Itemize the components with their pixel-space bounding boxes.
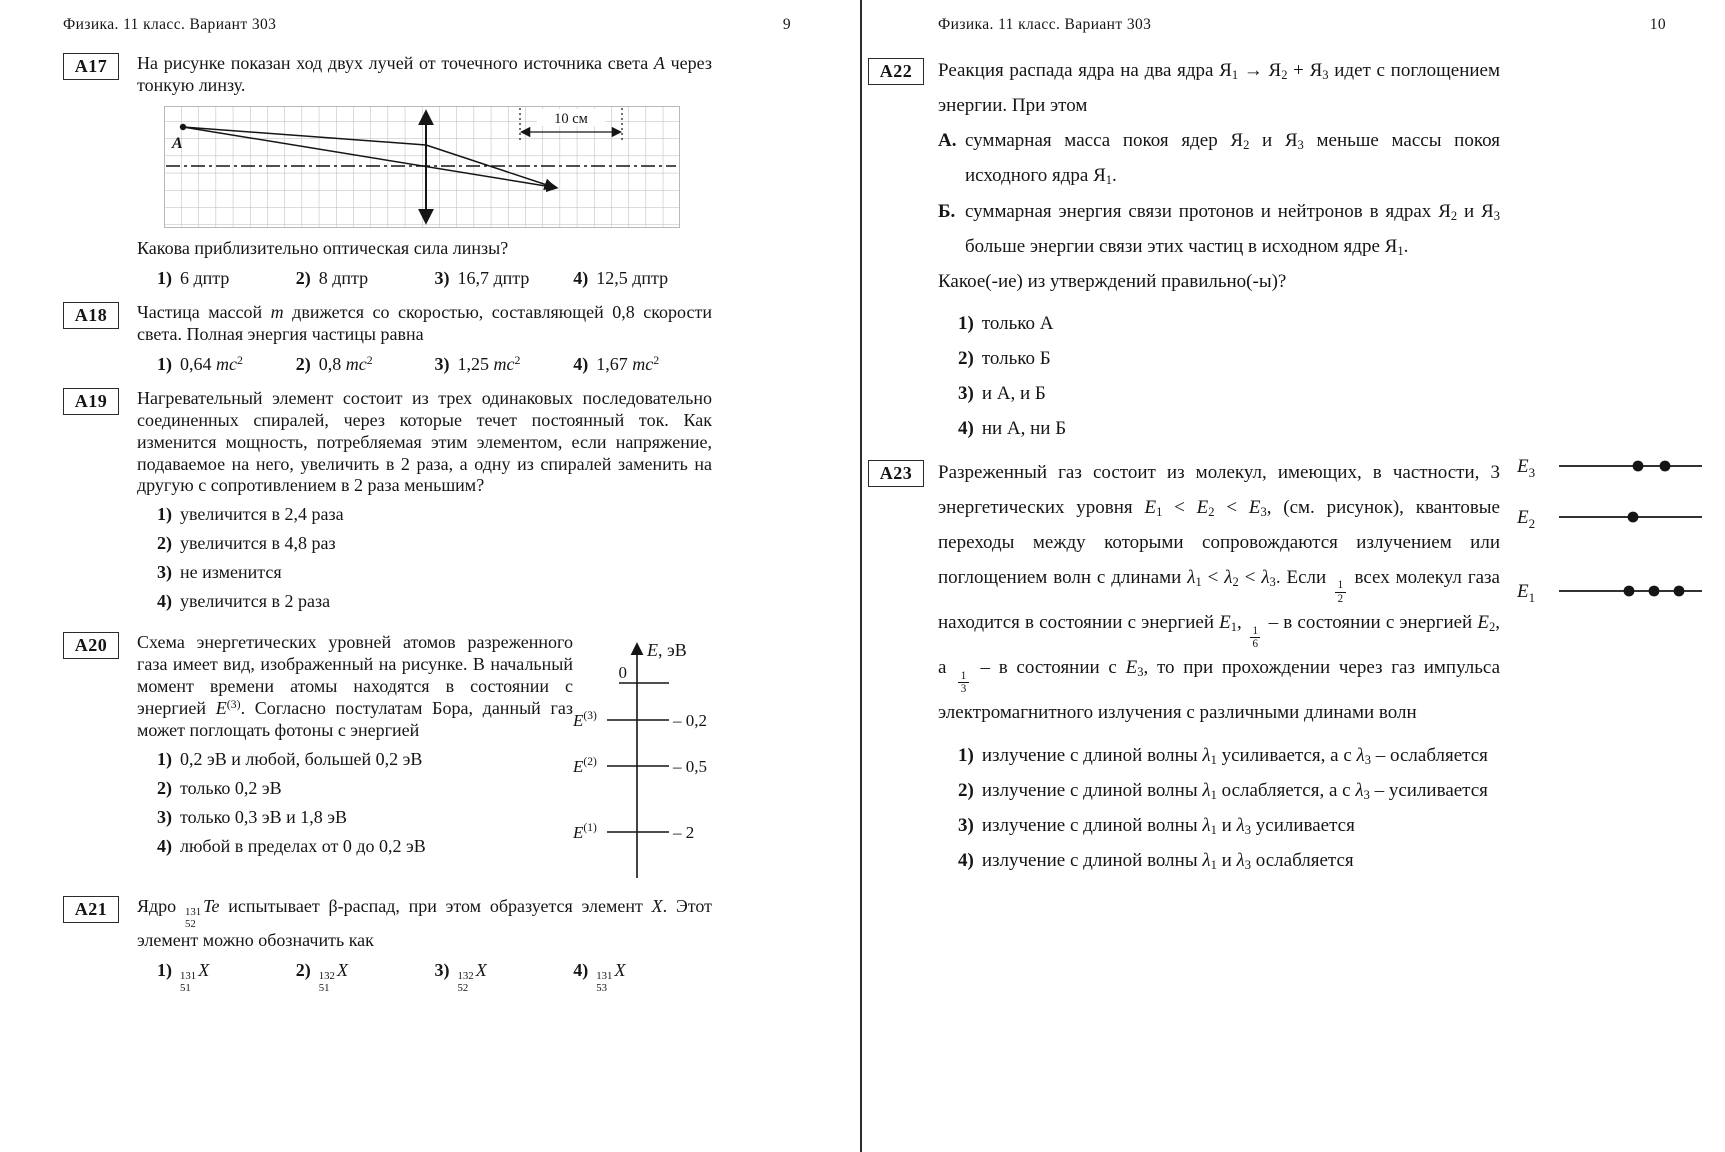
question-a22-options bbox=[938, 306, 1500, 447]
option-text: 8 дптр bbox=[318, 267, 369, 288]
level-e3-label: $E_3$ bbox=[1517, 456, 1536, 480]
a21-option-3 bbox=[435, 960, 574, 994]
option-text: только 0,3 эВ и 1,8 эВ bbox=[180, 806, 348, 827]
option-number: 2) bbox=[295, 960, 311, 981]
option-number: 1) bbox=[157, 267, 172, 288]
question-a18-label: А18 bbox=[63, 302, 119, 329]
a23-energy-levels-figure bbox=[1517, 445, 1705, 605]
molecule-dot bbox=[1660, 461, 1671, 472]
option-number: 4) bbox=[958, 850, 974, 871]
level-e1-label: $E_1$ bbox=[1517, 581, 1536, 605]
a18-option-2 bbox=[296, 354, 435, 376]
a17-option-2 bbox=[296, 268, 435, 290]
a23-option-3 bbox=[938, 808, 1500, 843]
option-text: 12,5 дптр bbox=[596, 267, 669, 288]
page-10-header bbox=[938, 16, 1666, 34]
page-9-header bbox=[63, 16, 791, 34]
option-text: только А bbox=[981, 312, 1054, 334]
question-a20-body bbox=[137, 632, 712, 884]
option-number: 4) bbox=[573, 353, 589, 374]
option-number: 2) bbox=[958, 348, 974, 370]
question-a20-intro: Схема энергетических уровней атомов разреженного газа имеет вид, изображенный на рисунке. В начальный момент времени атомы находятся в состоянии с энергией $E^{(3)}$. Согласно постулатам Бора, данный газ может поглощать фотоны с энергией bbox=[137, 632, 573, 741]
question-a20-label: А20 bbox=[63, 632, 119, 659]
level-1-value: – 2 bbox=[673, 823, 695, 843]
question-a22-body bbox=[938, 53, 1500, 447]
option-number: 2) bbox=[157, 533, 172, 554]
option-number: 3) bbox=[434, 960, 450, 981]
option-number: 2) bbox=[295, 353, 311, 374]
level-e2-label: $E_2$ bbox=[1517, 507, 1536, 531]
question-a20-text-col bbox=[137, 632, 573, 884]
a20-option-1 bbox=[137, 749, 573, 771]
statement-b-marker: Б. bbox=[938, 200, 956, 222]
question-a17-label-col bbox=[63, 53, 137, 290]
option-text: 132 51 X bbox=[318, 960, 348, 994]
option-text: излучение с длиной волны $\lambda_1$ и $\lambda_3$ усиливается bbox=[981, 814, 1355, 837]
a22-option-2 bbox=[938, 341, 1500, 376]
page-9 bbox=[0, 0, 860, 1152]
option-number: 1) bbox=[157, 960, 172, 981]
question-a20 bbox=[63, 632, 860, 884]
a18-option-3 bbox=[435, 354, 574, 376]
molecule-dot bbox=[1649, 586, 1660, 597]
level-3-label: $E^{(3)}$ bbox=[573, 710, 597, 731]
option-text: 1,25 $mc^2$ bbox=[457, 352, 521, 374]
option-text: 131 53 X bbox=[596, 960, 626, 994]
question-a17-intro: На рисунке показан ход двух лучей от точечного источника света A через тонкую линзу. bbox=[137, 53, 712, 95]
question-a19 bbox=[63, 388, 860, 621]
energy-axis-label: E, эВ bbox=[647, 640, 687, 661]
question-a20-options bbox=[137, 749, 573, 858]
option-number: 1) bbox=[157, 749, 172, 770]
option-number: 2) bbox=[157, 777, 172, 798]
a22-option-3 bbox=[938, 376, 1500, 411]
a20-option-3 bbox=[137, 807, 573, 829]
question-a20-label-col bbox=[63, 632, 137, 884]
option-number: 2) bbox=[295, 267, 311, 288]
a17-option-1 bbox=[157, 268, 296, 290]
question-a21 bbox=[63, 896, 860, 994]
option-number: 4) bbox=[157, 835, 172, 856]
a17-option-3 bbox=[435, 268, 574, 290]
question-a22 bbox=[868, 53, 1725, 447]
option-text: 132 52 X bbox=[457, 960, 487, 994]
question-a20-columns bbox=[137, 632, 712, 884]
option-number: 1) bbox=[157, 504, 172, 525]
a20-option-4 bbox=[137, 836, 573, 858]
option-number: 4) bbox=[958, 418, 974, 440]
question-a21-label-col bbox=[63, 896, 137, 994]
option-text: увеличится в 2,4 раза bbox=[180, 504, 344, 525]
a20-option-2 bbox=[137, 778, 573, 800]
option-text: 0,8 $mc^2$ bbox=[318, 352, 373, 374]
a18-option-4 bbox=[573, 354, 712, 376]
question-a22-label-col bbox=[868, 53, 938, 447]
question-a18-options bbox=[137, 354, 712, 376]
option-number: 1) bbox=[157, 353, 172, 374]
a21-option-2 bbox=[296, 960, 435, 994]
option-text: излучение с длиной волны $\lambda_1$ и $\lambda_3$ ослабляется bbox=[981, 850, 1354, 872]
question-a17 bbox=[63, 53, 860, 290]
question-a17-question: Какова приблизительно оптическая сила линзы? bbox=[137, 237, 509, 258]
level-3-value: – 0,2 bbox=[673, 711, 707, 731]
a23-option-4 bbox=[938, 843, 1500, 878]
a19-option-2 bbox=[137, 533, 712, 555]
question-a19-body bbox=[137, 388, 712, 621]
question-a19-label-col bbox=[63, 388, 137, 621]
option-number: 1) bbox=[958, 744, 974, 766]
question-a21-body bbox=[137, 896, 712, 994]
question-a17-body bbox=[137, 53, 712, 290]
option-number: 3) bbox=[157, 562, 172, 583]
option-text: только Б bbox=[981, 348, 1051, 370]
option-text: любой в пределах от 0 до 0,2 эВ bbox=[180, 835, 426, 856]
option-text: 16,7 дптр bbox=[457, 267, 530, 288]
option-number: 4) bbox=[573, 267, 589, 288]
option-number: 4) bbox=[157, 591, 172, 612]
option-number: 4) bbox=[573, 960, 589, 981]
question-a21-label: А21 bbox=[63, 896, 119, 923]
a21-option-4 bbox=[573, 960, 712, 994]
question-a21-options bbox=[137, 960, 712, 994]
a23-option-2 bbox=[938, 773, 1500, 808]
option-text: и А, и Б bbox=[981, 383, 1046, 405]
a23-option-1 bbox=[938, 738, 1500, 773]
a19-option-1 bbox=[137, 504, 712, 526]
statement-b bbox=[938, 194, 1500, 264]
a19-option-4 bbox=[137, 591, 712, 613]
option-text: 0,64 $mc^2$ bbox=[180, 352, 243, 374]
zero-label: 0 bbox=[618, 663, 627, 683]
question-a22-intro: Реакция распада ядра на два ядра $Я_1 \to Я_2 + Я_3$ идет с поглощением энергии. При этом bbox=[938, 60, 1500, 117]
page-10-number: 10 bbox=[1649, 16, 1666, 33]
page-9-header-title: Физика. 11 класс. Вариант 303 bbox=[63, 16, 277, 33]
option-text: только 0,2 эВ bbox=[180, 777, 282, 798]
question-a22-label: А22 bbox=[868, 58, 924, 85]
molecule-dot bbox=[1624, 586, 1635, 597]
question-a17-label: А17 bbox=[63, 53, 119, 80]
option-number: 3) bbox=[958, 383, 974, 405]
option-text: 1,67 $mc^2$ bbox=[596, 352, 660, 374]
option-text: увеличится в 4,8 раз bbox=[180, 533, 336, 554]
a21-option-1 bbox=[157, 960, 296, 994]
level-1-label: $E^{(1)}$ bbox=[573, 822, 597, 843]
option-number: 2) bbox=[958, 779, 974, 801]
option-text: излучение с длиной волны $\lambda_1$ усиливается, а с $\lambda_3$ – ослабляется bbox=[981, 744, 1488, 767]
statement-a-marker: А. bbox=[938, 130, 957, 152]
page-9-number: 9 bbox=[782, 16, 791, 33]
level-2-label: $E^{(2)}$ bbox=[573, 756, 597, 777]
question-a19-intro: Нагревательный элемент состоит из трех одинаковых последовательно соединенных спиралей, через которые течет постоянный ток. Как изменится мощность, потребляемая этим элементом, если напряжение, подаваемое на него, увеличить в 2 раза, а одну из спиралей заменить на другую с сопротивлением в 2 раза меньшим? bbox=[137, 387, 712, 496]
option-text: излучение с длиной волны $\lambda_1$ ослабляется, а с $\lambda_3$ – усиливается bbox=[981, 779, 1488, 802]
option-text: ни А, ни Б bbox=[981, 418, 1067, 440]
molecule-dot bbox=[1633, 461, 1644, 472]
option-number: 3) bbox=[157, 806, 172, 827]
a22-option-4 bbox=[938, 411, 1500, 446]
option-text: 6 дптр bbox=[180, 267, 230, 288]
level-2-value: – 0,5 bbox=[673, 757, 707, 777]
option-number: 3) bbox=[434, 267, 450, 288]
question-a23-body bbox=[938, 455, 1500, 879]
question-a19-options bbox=[137, 504, 712, 613]
a19-option-3 bbox=[137, 562, 712, 584]
molecule-dot bbox=[1674, 586, 1685, 597]
option-number: 3) bbox=[434, 353, 450, 374]
question-a22-question: Какое(-ие) из утверждений правильно(-ы)? bbox=[938, 270, 1287, 292]
statement-a-text: суммарная масса покоя ядер $Я_2$ и $Я_3$ меньше массы покоя исходного ядра $Я_1$. bbox=[965, 130, 1500, 188]
molecule-dot bbox=[1628, 512, 1639, 523]
page-10-header-title: Физика. 11 класс. Вариант 303 bbox=[938, 16, 1152, 33]
a22-option-1 bbox=[938, 306, 1500, 341]
question-a18-intro: Частица массой m движется со скоростью, составляющей 0,8 скорости света. Полная энергия частицы равна bbox=[137, 301, 712, 344]
question-a18-body bbox=[137, 302, 712, 376]
question-a18 bbox=[63, 302, 860, 376]
question-a23-label-col bbox=[868, 455, 938, 879]
option-number: 3) bbox=[958, 814, 974, 836]
statement-a bbox=[938, 123, 1500, 193]
a18-option-1 bbox=[157, 354, 296, 376]
option-text: не изменится bbox=[180, 562, 282, 583]
question-a19-label: А19 bbox=[63, 388, 119, 415]
question-a21-intro: Ядро 131 52 Te испытывает β-распад, при этом образуется элемент X. Этот элемент можно обозначить как bbox=[137, 896, 712, 951]
measure-label: 10 см bbox=[554, 110, 588, 127]
question-a17-options bbox=[137, 268, 712, 290]
source-label: A bbox=[172, 134, 183, 152]
question-a23-intro: Разреженный газ состоит из молекул, имеющих, в частности, 3 энергетических уровня $E_1 < E_2 < E_3$, (см. рисунок), квантовые переходы между которыми сопровождаются излучением или поглощением волн с длинами $\lambda_1 < \lambda_2 < \lambda_3$. Если $\frac{1}{2}$ всех молекул газа находится в состоянии с энергией $E_1$, $\frac{1}{6}$ – в состоянии с энергией $E_2$, а $\frac{1}{3}$ – в состоянии с $E_3$, то при прохождении через газ импульса электромагнитного излучения с различными длинами волн bbox=[938, 461, 1501, 724]
a20-energy-levels-figure bbox=[573, 632, 723, 884]
question-a18-label-col bbox=[63, 302, 137, 376]
question-a23-label: А23 bbox=[868, 460, 924, 487]
option-text: увеличится в 2 раза bbox=[180, 591, 331, 612]
statement-b-text: суммарная энергия связи протонов и нейтронов в ядрах $Я_2$ и $Я_3$ больше энергии связи этих частиц в исходном ядре $Я_1$. bbox=[965, 200, 1501, 258]
option-text: 131 51 X bbox=[180, 960, 210, 994]
page-10 bbox=[862, 0, 1725, 1152]
a17-lens-figure bbox=[164, 104, 680, 230]
option-number: 1) bbox=[958, 312, 974, 334]
a17-option-4 bbox=[573, 268, 712, 290]
question-a23-options bbox=[938, 738, 1500, 879]
option-text: 0,2 эВ и любой, большей 0,2 эВ bbox=[180, 749, 423, 770]
